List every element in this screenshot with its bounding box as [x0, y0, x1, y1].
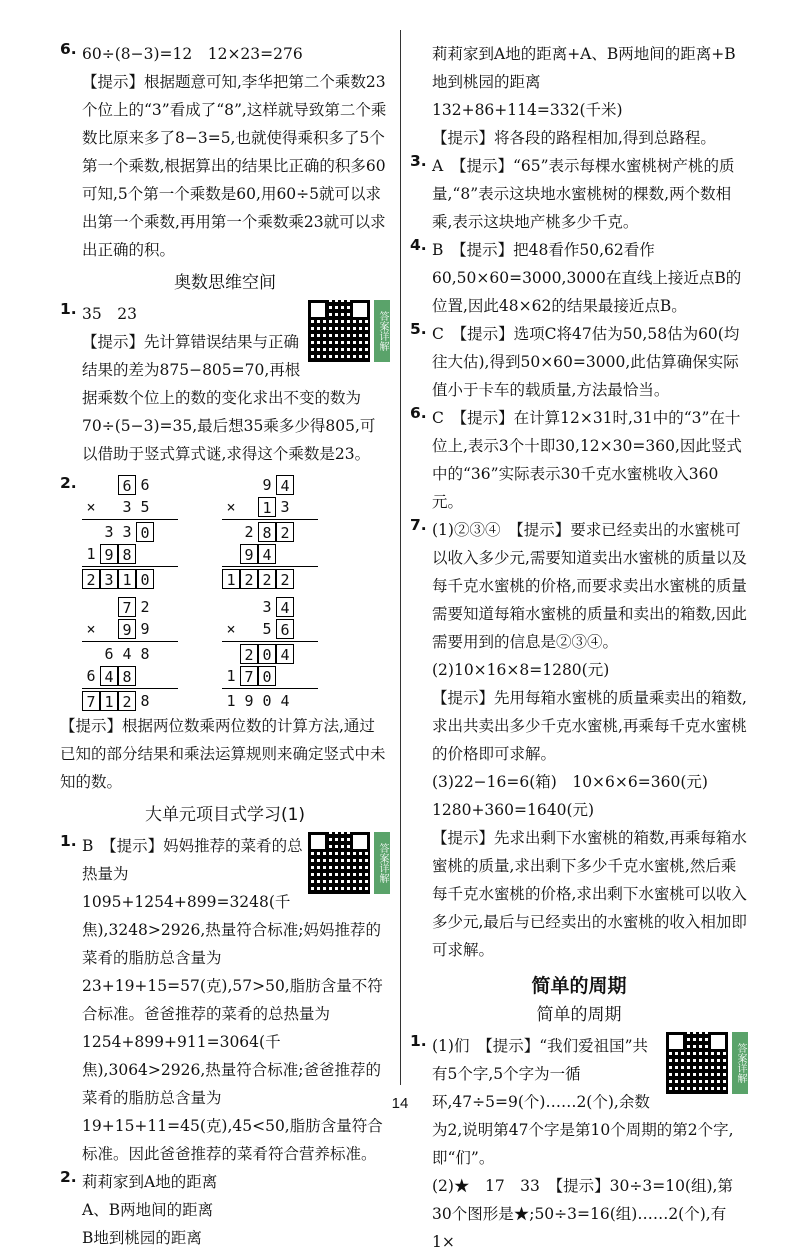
hint-text: 【提示】根据题意可知,李华把第二个乘数23个位上的“3”看成了“8”,这样就导致第二个乘数比原来多了8−3=5,也就使得乘积多了5个第一个乘数,根据算出的结果比正确的积多60可知,5个第一个乘数是60,用60÷5就可以求出第一个乘数,再用第一个乘数乘23就可以求出正确的积。	[82, 73, 387, 259]
page-number: 14	[391, 1095, 409, 1112]
calc-row	[222, 618, 362, 640]
calc-row	[82, 543, 222, 565]
calc-digit	[222, 475, 240, 495]
olympiad-question-1	[60, 300, 390, 468]
question-number: 3.	[410, 152, 427, 170]
calc-digit: 3	[104, 523, 114, 541]
calc-row	[82, 665, 222, 687]
qr-code-image	[666, 1032, 728, 1094]
project-question-5	[410, 320, 748, 404]
calc-digit	[82, 475, 100, 495]
project-question-7	[410, 516, 748, 964]
answer-line: 莉莉家到A地的距离	[82, 1173, 218, 1191]
calc-row	[82, 568, 222, 590]
calc-row	[222, 543, 362, 565]
filled-digit-box: 7	[118, 597, 136, 617]
answer-text: (3)22−16=6(箱) 10×6×6=360(元)	[432, 773, 708, 791]
filled-digit-box: 4	[276, 597, 294, 617]
answer-choice: B	[82, 837, 94, 855]
qr-code[interactable]	[308, 832, 390, 900]
question-number: 6.	[60, 40, 77, 58]
filled-digit-box: 6	[276, 619, 294, 639]
vertical-multiplication	[82, 596, 222, 712]
calc-digit: 8	[140, 692, 150, 710]
project-question-3	[410, 152, 748, 236]
question-number: 1.	[60, 832, 77, 850]
question-number: 2.	[60, 1168, 77, 1186]
calc-line	[222, 641, 318, 642]
calc-digit	[136, 666, 154, 686]
calc-digit	[222, 522, 240, 542]
project-question-6	[410, 404, 748, 516]
filled-digit-box: 3	[100, 569, 118, 589]
calc-digit	[82, 597, 100, 617]
calc-row	[82, 474, 222, 496]
column-divider	[400, 30, 401, 1085]
answer-text: C 【提示】选项C将47估为50,58估为60(均往大估),得到50×60=3000,此估算确保实际值小于卡车的载质量,方法最恰当。	[432, 325, 740, 399]
section-title: 简单的周期	[536, 1005, 622, 1025]
calc-digit: ×	[226, 620, 236, 638]
hint-text: 【提示】妈妈推荐的菜肴的总热量为1095+1254+899=3248(千焦),3248>2926,热量符合标准;妈妈推荐的菜肴的脂肪总含量为23+19+15=57(克),57>50,脂肪含量不符合标准。爸爸推荐的菜肴的总热量为1254+899+911=3064(千焦),3064>2926,热量符合标准;爸爸推荐的菜肴的脂肪总含量为19+15+11=45(克),45<50,脂肪含量符合标准。因此爸爸推荐的菜肴符合营养标准。	[82, 837, 383, 1163]
filled-digit-box: 2	[276, 522, 294, 542]
calc-digit: 4	[122, 645, 132, 663]
calc-digit: 9	[140, 620, 150, 638]
calc-row	[82, 618, 222, 640]
calc-line	[222, 566, 318, 567]
filled-digit-box: 2	[118, 691, 136, 711]
question-number: 1.	[60, 300, 77, 318]
calc-line	[82, 688, 178, 689]
answer-text: B 【提示】把48看作50,62看作60,50×60=3000,3000在直线上接近点B的位置,因此48×62的结果最接近点B。	[432, 241, 742, 315]
calc-digit	[240, 497, 258, 517]
calc-digit: 5	[262, 620, 272, 638]
calc-line	[82, 641, 178, 642]
question-number: 5.	[410, 320, 427, 338]
filled-digit-box: 2	[240, 644, 258, 664]
calc-digit: ×	[86, 498, 96, 516]
calc-digit	[100, 597, 118, 617]
vertical-multiplication	[222, 596, 362, 712]
filled-digit-box: 2	[276, 569, 294, 589]
section-title: 大单元项目式学习(1)	[144, 805, 306, 825]
answer-line: B地到桃园的距离	[82, 1229, 202, 1247]
qr-label: 答案详解	[374, 832, 390, 894]
filled-digit-box: 0	[136, 522, 154, 542]
filled-digit-box: 6	[118, 475, 136, 495]
olympiad-question-2	[60, 474, 390, 796]
calc-digit: ×	[226, 498, 236, 516]
answer-text: C 【提示】在计算12×31时,31中的“3”在十位上,表示3个十即30,12×30=360,因此竖式中的“36”实际表示30千克水蜜桃收入360元。	[432, 409, 742, 511]
calc-digit: 1	[226, 667, 236, 685]
filled-digit-box: 0	[136, 569, 154, 589]
calc-digit: 3	[122, 498, 132, 516]
question-number: 7.	[410, 516, 427, 534]
calc-row	[222, 690, 362, 712]
filled-digit-box: 2	[240, 569, 258, 589]
question-2-continued	[410, 40, 748, 152]
question-number: 1.	[410, 1032, 427, 1050]
filled-digit-box: 9	[100, 544, 118, 564]
filled-digit-box: 1	[222, 569, 240, 589]
filled-digit-box: 4	[258, 544, 276, 564]
calc-digit	[222, 544, 240, 564]
calc-row	[222, 665, 362, 687]
filled-digit-box: 4	[276, 644, 294, 664]
answer-text: (2)★ 17 33 【提示】30÷3=10(组),第30个图形是★;50÷3=16(组)……2(个),有1×	[432, 1177, 733, 1251]
question-number: 4.	[410, 236, 427, 254]
project-question-2	[60, 1168, 390, 1252]
vertical-multiplication	[82, 474, 222, 590]
chapter-title: 简单的周期	[531, 975, 627, 997]
calc-digit: 0	[262, 692, 272, 710]
calc-row	[82, 521, 222, 543]
calc-digit: 9	[262, 476, 272, 494]
calc-digit: 3	[280, 498, 290, 516]
filled-digit-box: 1	[118, 569, 136, 589]
qr-label: 答案详解	[732, 1032, 748, 1094]
calc-digit: 6	[86, 667, 96, 685]
filled-digit-box: 8	[118, 666, 136, 686]
filled-digit-box: 7	[82, 691, 100, 711]
question-6	[60, 40, 390, 264]
filled-digit-box: 2	[82, 569, 100, 589]
calc-digit	[222, 644, 240, 664]
calc-row	[222, 521, 362, 543]
calc-digit	[82, 644, 100, 664]
calc-digit	[82, 522, 100, 542]
calc-line	[222, 688, 318, 689]
period-question-1	[410, 1032, 748, 1256]
filled-digit-box: 0	[258, 666, 276, 686]
answer-text: 35 23	[82, 305, 137, 323]
hint-text: 【提示】根据两位数乘两位数的计算方法,通过已知的部分结果和乘法运算规则来确定竖式中未知的数。	[60, 717, 386, 791]
qr-code[interactable]	[666, 1032, 748, 1100]
answer-text: (1)们 【提示】“我们爱祖国”共有5个字,5个字为一循环,47÷5=9(个)……2(个),余数为2,说明第47个字是第10个周期的第2个字,即“们”。	[432, 1037, 734, 1167]
calc-digit	[100, 475, 118, 495]
left-column	[60, 40, 390, 1252]
filled-digit-box: 1	[258, 497, 276, 517]
filled-digit-box: 9	[118, 619, 136, 639]
vertical-calculations	[82, 474, 390, 712]
calc-digit: 1	[226, 692, 236, 710]
answer-line: 莉莉家到A地的距离+A、B两地间的距离+B地到桃园的距离	[432, 45, 736, 91]
calc-row	[222, 474, 362, 496]
calc-line	[222, 519, 318, 520]
filled-digit-box: 1	[100, 691, 118, 711]
qr-code[interactable]	[308, 300, 390, 368]
hint-text: 【提示】将各段的路程相加,得到总路程。	[432, 129, 716, 147]
calc-digit: 3	[122, 523, 132, 541]
filled-digit-box: 9	[240, 544, 258, 564]
calc-digit: 8	[140, 645, 150, 663]
answer-line: A、B两地间的距离	[82, 1201, 214, 1219]
filled-digit-box: 8	[118, 544, 136, 564]
answer-text: (1)②③④ 【提示】要求已经卖出的水蜜桃可以收入多少元,需要知道卖出水蜜桃的质量以及每千克水蜜桃的价格,而要求卖出水蜜桃的质量需要知道每箱水蜜桃的质量和卖出的箱数,因此需要用到的信息是②③④。	[432, 521, 747, 651]
answer-text: 60÷(8−3)=12 12×23=276	[82, 45, 303, 63]
qr-code-image	[308, 832, 370, 894]
calc-digit	[100, 497, 118, 517]
qr-label: 答案详解	[374, 300, 390, 362]
hint-text: 【提示】先计算错误结果与正确结果的差为875−805=70,再根据乘数个位上的数的变化求出不变的数为70÷(5−3)=35,最后想35乘多少得805,可以借助于竖式算式谜,求得这个乘数是23。	[82, 333, 376, 463]
filled-digit-box: 2	[258, 569, 276, 589]
project-question-4	[410, 236, 748, 320]
hint-text: 【提示】先求出剩下水蜜桃的箱数,再乘每箱水蜜桃的质量,求出剩下多少千克水蜜桃,然后乘每千克水蜜桃的价格,求出剩下水蜜桃可以收入多少元,最后与已经卖出的水蜜桃的收入相加即可求解。	[432, 829, 747, 959]
hint-text: 【提示】先用每箱水蜜桃的质量乘卖出的箱数,求出共卖出多少千克水蜜桃,再乘每千克水蜜桃的价格即可求解。	[432, 689, 747, 763]
calc-row	[82, 690, 222, 712]
calc-digit: 6	[140, 476, 150, 494]
question-number: 2.	[60, 474, 77, 492]
answer-line: 132+86+114=332(千米)	[432, 101, 623, 119]
calc-digit: ×	[86, 620, 96, 638]
calc-row	[222, 568, 362, 590]
question-number: 6.	[410, 404, 427, 422]
filled-digit-box: 0	[258, 644, 276, 664]
calc-line	[82, 519, 178, 520]
calc-row	[222, 496, 362, 518]
calc-row	[222, 596, 362, 618]
calc-digit	[136, 544, 154, 564]
calc-digit: 4	[280, 692, 290, 710]
calc-line	[82, 566, 178, 567]
calc-digit	[100, 619, 118, 639]
calc-row	[222, 643, 362, 665]
calc-digit	[240, 619, 258, 639]
filled-digit-box: 4	[100, 666, 118, 686]
calc-digit	[240, 475, 258, 495]
vertical-multiplication	[222, 474, 362, 590]
answer-text: 1280+360=1640(元)	[432, 801, 595, 819]
calc-digit: 6	[104, 645, 114, 663]
calc-row	[82, 496, 222, 518]
calc-digit: 3	[262, 598, 272, 616]
calc-digit: 2	[244, 523, 254, 541]
filled-digit-box: 7	[240, 666, 258, 686]
calc-row	[82, 643, 222, 665]
answer-text: (2)10×16×8=1280(元)	[432, 661, 610, 679]
right-column	[410, 40, 748, 1256]
filled-digit-box: 8	[258, 522, 276, 542]
calc-digit: 2	[140, 598, 150, 616]
calc-digit	[276, 666, 294, 686]
calc-digit	[240, 597, 258, 617]
calc-row	[82, 596, 222, 618]
calc-digit: 1	[86, 545, 96, 563]
answer-text: A 【提示】“65”表示每棵水蜜桃树产桃的质量,“8”表示这块地水蜜桃树的棵数,两个数相乘,表示这块地产桃多少千克。	[432, 157, 735, 231]
calc-digit	[222, 597, 240, 617]
calc-digit: 9	[244, 692, 254, 710]
calc-digit: 5	[140, 498, 150, 516]
qr-code-image	[308, 300, 370, 362]
filled-digit-box: 4	[276, 475, 294, 495]
section-title: 奥数思维空间	[174, 273, 276, 293]
calc-digit	[276, 544, 294, 564]
project-question-1	[60, 832, 390, 1168]
